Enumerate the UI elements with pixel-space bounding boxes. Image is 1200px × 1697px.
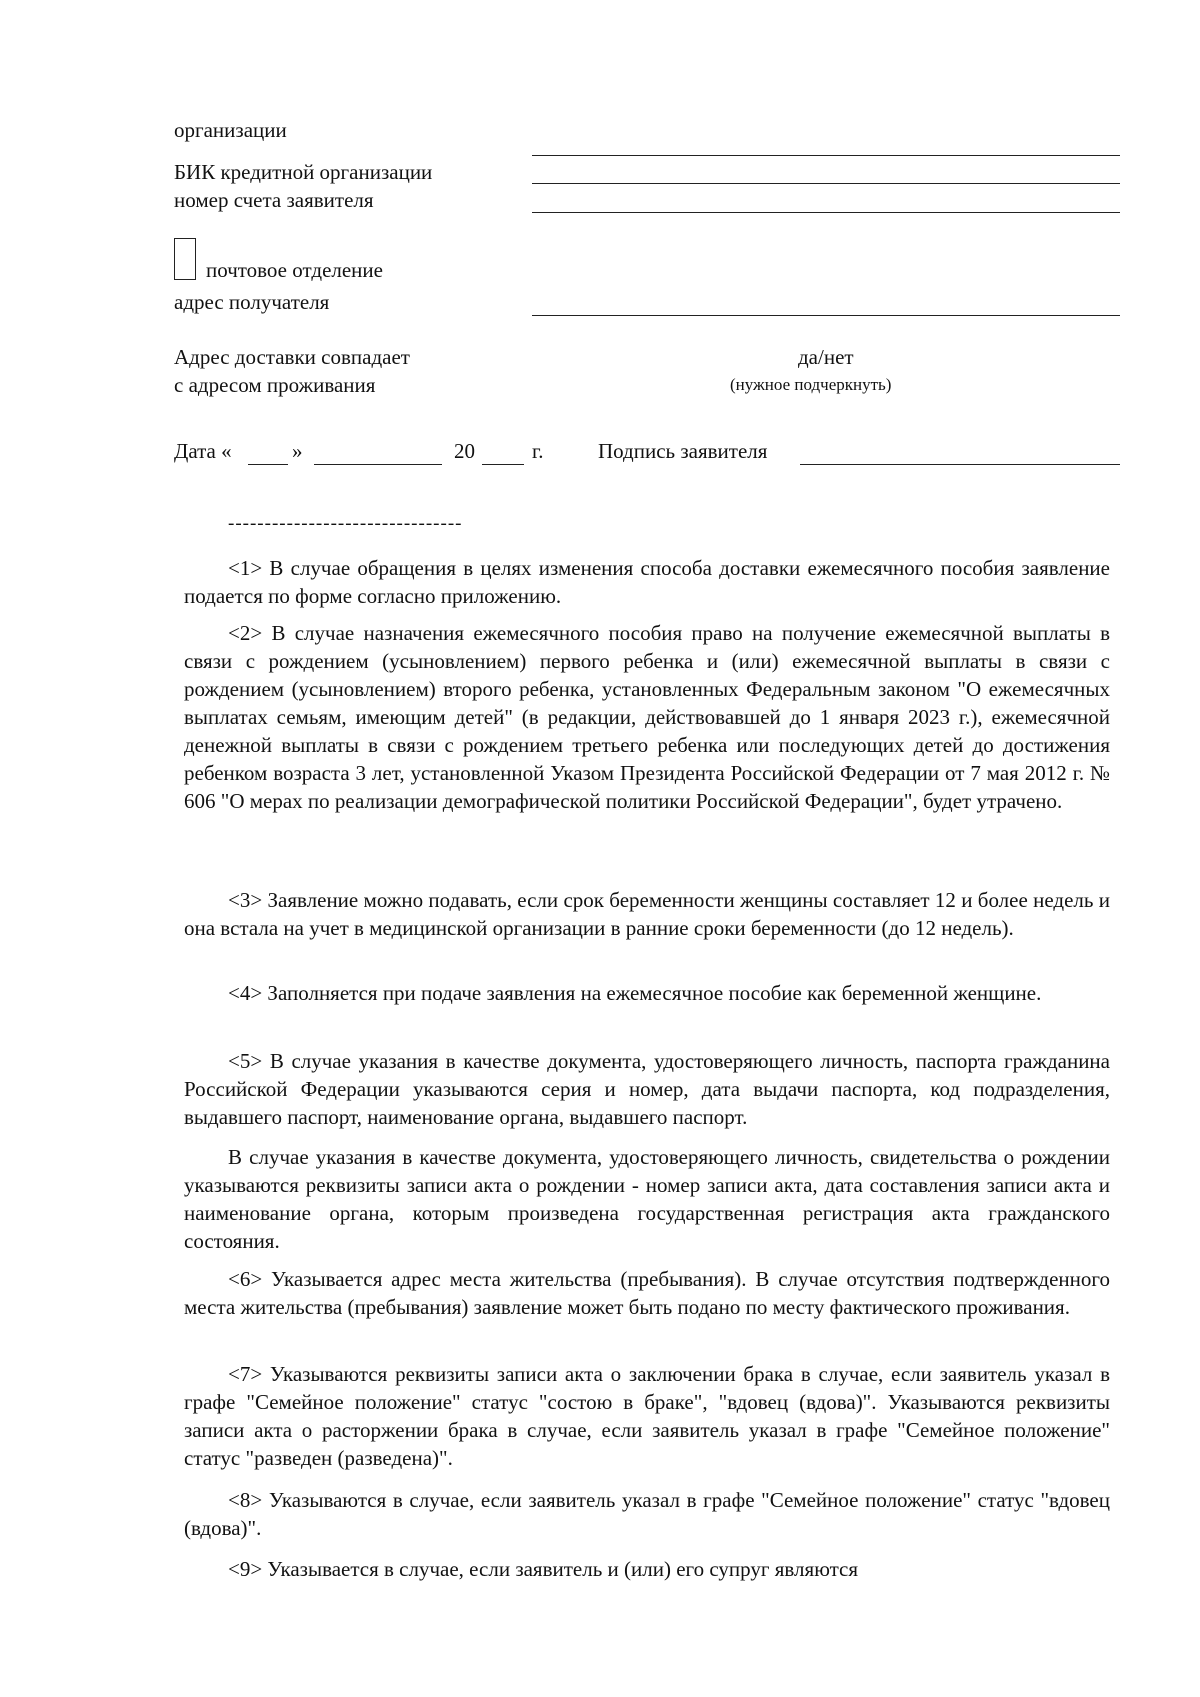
footnote-8: <8> Указываются в случае, если заявитель указал в графе "Семейное положение" статус "вдовец (вдова)". [184, 1488, 1110, 1540]
footnote-2: <2> В случае назначения ежемесячного пособия право на получение ежемесячной выплаты в связи с рождением (усыновлением) первого ребенка и (или) ежемесячной выплаты в связи с рождением (усыновлением) второго ребенка, установленных Федеральным законом "О ежемесячных выплатах семьям, имеющим детей" (в редакции, действовавшей до 1 января 2023 г.), ежемесячной денежной выплаты в связи с рождением третьего ребенка или последующих детей до достижения ребенком возраста 3 лет, установленной Указом Президента Российской Федерации от 7 мая 2012 г. № 606 "О мерах по реализации демографической политики Российской Федерации", будет утрачено. [184, 621, 1110, 813]
signature-label: Подпись заявителя [598, 439, 768, 463]
footnote-5: <5> В случае указания в качестве документа, удостоверяющего личность, паспорта гражданина Российской Федерации указываются серия и номер, дата выдачи паспорта, код подразделения, выдавшего паспорт, наименование органа, выдавшего паспорт. [184, 1049, 1110, 1129]
date-quote-close: » [292, 439, 303, 463]
delivery-match-label-line2: с адресом проживания [174, 373, 376, 397]
delivery-match-label-line1: Адрес доставки совпадает [174, 345, 410, 369]
date-month-field[interactable] [314, 464, 442, 465]
account-label: номер счета заявителя [174, 188, 374, 212]
footnote-4: <4> Заполняется при подаче заявления на ежемесячное пособие как беременной женщине. [228, 981, 1042, 1005]
footnote-6: <6> Указывается адрес места жительства (пребывания). В случае отсутствия подтвержденного места жительства (пребывания) заявление может быть подано по месту фактического проживания. [184, 1267, 1110, 1319]
footnote-9: <9> Указывается в случае, если заявитель и (или) его супруг являются [228, 1557, 859, 1581]
post-office-label: почтовое отделение [206, 258, 383, 282]
footnote-separator: -------------------------------- [228, 513, 463, 534]
yes-no-choice[interactable]: да/нет [798, 345, 854, 369]
organization-field-line[interactable] [532, 155, 1120, 156]
recipient-address-field-line[interactable] [532, 315, 1120, 316]
account-field-line[interactable] [532, 212, 1120, 213]
date-day-field[interactable] [248, 464, 288, 465]
footnote-1: <1> В случае обращения в целях изменения способа доставки ежемесячного пособия заявление подается по форме согласно приложению. [184, 556, 1110, 608]
footnote-3: <3> Заявление можно подавать, если срок беременности женщины составляет 12 и более недель и она встала на учет в медицинской организации в ранние сроки беременности (до 12 недель). [184, 888, 1110, 940]
year-suffix: г. [532, 439, 544, 463]
organization-label: организации [174, 118, 287, 142]
recipient-address-label: адрес получателя [174, 290, 330, 314]
underline-hint: (нужное подчеркнуть) [730, 375, 892, 394]
date-label: Дата « [174, 439, 232, 463]
year-prefix: 20 [454, 439, 475, 463]
date-year-field[interactable] [482, 464, 524, 465]
footnote-5-continued: В случае указания в качестве документа, удостоверяющего личность, свидетельства о рождении указываются реквизиты записи акта о рождении - номер записи акта, дата составления записи акта и наименование органа, которым произведена государственная регистрация акта гражданского состояния. [184, 1145, 1110, 1253]
bik-field-line[interactable] [532, 183, 1120, 184]
bik-label: БИК кредитной организации [174, 160, 433, 184]
footnote-7: <7> Указываются реквизиты записи акта о заключении брака в случае, если заявитель указал в графе "Семейное положение" статус "состою в браке", "вдовец (вдова)". Указываются реквизиты записи акта о расторжении брака в случае, если заявитель указал в графе "Семейное положение" статус "разведен (разведена)". [184, 1362, 1110, 1470]
signature-field-line[interactable] [800, 464, 1120, 465]
post-office-checkbox[interactable] [174, 238, 196, 280]
